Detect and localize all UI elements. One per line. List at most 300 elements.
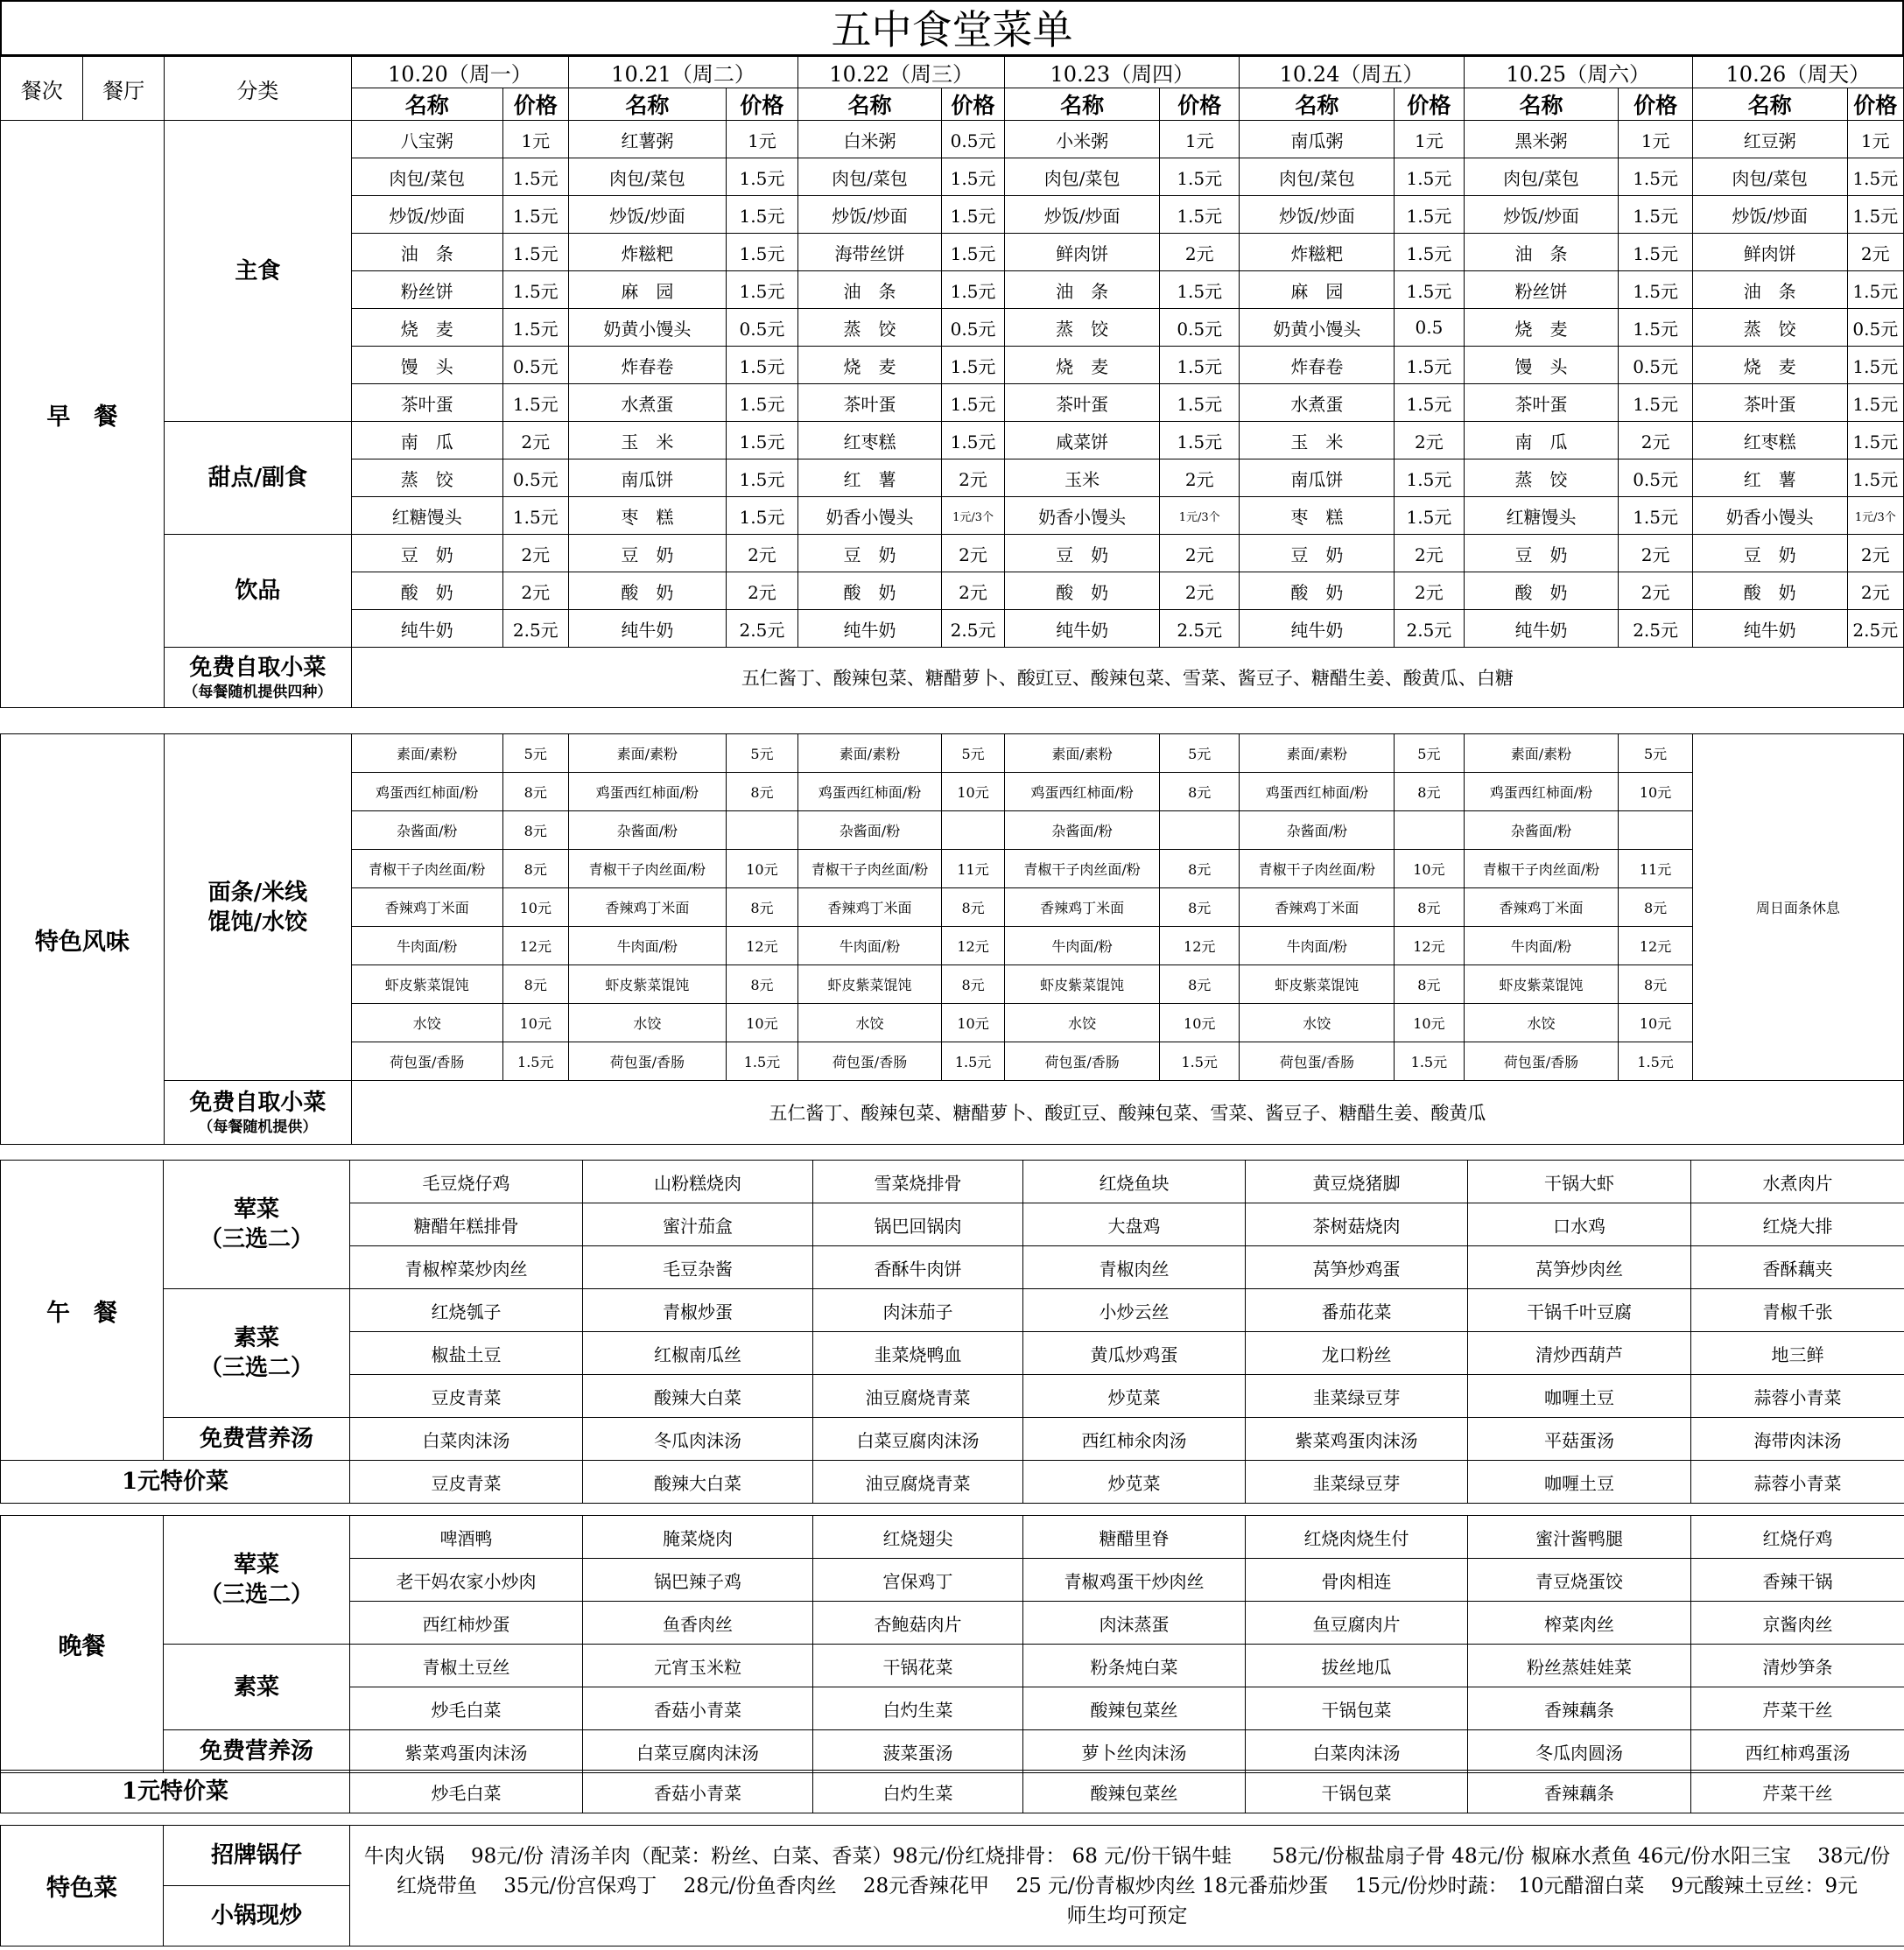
dish-name: 芹菜干丝 [1691,1687,1904,1730]
noodle-name: 杂酱面/粉 [568,811,726,850]
dish-price: 1.5元 [726,384,797,422]
noodle-name: 青椒干子肉丝面/粉 [1240,850,1395,888]
noodle-price: 8元 [1160,850,1240,888]
noodle-price: 12元 [1619,927,1692,965]
noodle-name: 水饺 [798,1004,942,1042]
dish-price: 0.5元 [726,309,797,347]
dish-price: 2元 [941,535,1004,572]
dish-name: 元宵玉米粒 [583,1645,813,1687]
noodle-name: 青椒干子肉丝面/粉 [1464,850,1619,888]
noodle-name: 虾皮紫菜馄饨 [1005,965,1160,1004]
noodle-name: 虾皮紫菜馄饨 [351,965,502,1004]
dish-name: 蜜汁茄盒 [583,1203,813,1246]
category-soup [164,1418,350,1461]
noodle-name: 虾皮紫菜馄饨 [798,965,942,1004]
dish-name: 小米粥 [1005,121,1160,158]
header-name: 名称 [1005,88,1160,121]
noodle-name: 青椒干子肉丝面/粉 [568,850,726,888]
category-veg-label: 素菜 [233,1673,279,1701]
dish-price: 1元/3个 [1847,497,1903,535]
free-side-label [164,648,351,708]
dish-name: 黑米粥 [1464,121,1619,158]
category-meat [164,1161,350,1289]
dish-name: 南瓜饼 [1240,459,1395,497]
dish-name: 白菜豆腐肉沫汤 [813,1418,1023,1461]
dish-name: 蒸 饺 [1005,309,1160,347]
dish-name: 地三鲜 [1691,1332,1904,1375]
dish-name: 炒饭/炒面 [1464,196,1619,234]
noodle-name: 虾皮紫菜馄饨 [1464,965,1619,1004]
dish-price: 1.5元 [1847,422,1903,459]
category-meat-line2: （三选二） [199,1226,313,1252]
special-dish: 酸辣大白菜 [583,1461,813,1504]
dish-name: 馒 头 [351,347,502,384]
special-dish: 香菇小青菜 [583,1771,813,1813]
noodle-name: 鸡蛋西红柿面/粉 [1464,773,1619,811]
dish-name: 蒸 饺 [798,309,942,347]
dish-price: 1.5元 [726,347,797,384]
noodle-name: 杂酱面/粉 [351,811,502,850]
dish-name: 干锅包菜 [1246,1687,1468,1730]
dish-name: 红糖馒头 [351,497,502,535]
dish-name: 肉包/菜包 [568,158,726,196]
dish-name: 纯牛奶 [1692,610,1847,648]
meal-specialty-flavor: 特色风味 [1,734,165,1145]
noodle-name: 杂酱面/粉 [1240,811,1395,850]
noodle-price: 8元 [726,773,797,811]
special-dish: 豆皮青菜 [350,1461,583,1504]
one-yuan-special-label: 1元特价菜 [1,1461,350,1504]
dish-price: 0.5 [1395,309,1464,347]
noodle-price: 10元 [1395,1004,1464,1042]
dish-price: 2元 [1847,572,1903,610]
specialty-dishes-text: 牛肉火锅 98元/份 清汤羊肉（配菜：粉丝、白菜、香菜）98元/份红烧排骨： 68 元/份干锅牛蛙 58元/份椒盐扇子骨 48元/份 椒麻水煮鱼 46元/份水阳三宝 38元/份 红烧带鱼 35元/份宫保鸡丁 28元/份鱼香肉丝 28元香辣花甲 25 元/份青椒炒肉丝 18元番茄炒蛋 15元/份炒时蔬： 10元醋溜白菜 9元酸辣土豆丝：9元 [363,1844,1891,1897]
dish-name: 啤酒鸭 [350,1516,583,1559]
noodle-price: 8元 [1160,773,1240,811]
dish-name: 南瓜粥 [1240,121,1395,158]
noodle-price [726,811,797,850]
header-price: 价格 [1619,88,1692,121]
noodle-price: 8元 [1160,965,1240,1004]
dish-name: 酸 奶 [1464,572,1619,610]
noodle-name: 素面/素粉 [351,734,502,773]
header-day: 10.24（周五） [1240,57,1464,88]
noodle-price: 8元 [1395,965,1464,1004]
dish-name: 豆 奶 [1240,535,1395,572]
dish-price: 1.5元 [502,158,568,196]
dish-name: 香酥牛肉饼 [813,1246,1023,1289]
header-name: 名称 [351,88,502,121]
dish-name: 粉条炖白菜 [1023,1645,1246,1687]
dish-name: 鱼香肉丝 [583,1602,813,1645]
noodle-price: 12元 [502,927,568,965]
dish-price: 1.5元 [726,497,797,535]
header-day: 10.21（周二） [568,57,797,88]
dish-name: 韭菜绿豆芽 [1246,1375,1468,1418]
noodle-price: 8元 [502,773,568,811]
noodle-name: 素面/素粉 [568,734,726,773]
dish-price: 2元 [502,535,568,572]
dish-name: 豆皮青菜 [350,1375,583,1418]
noodle-name: 鸡蛋西红柿面/粉 [568,773,726,811]
dish-name: 鱼豆腐肉片 [1246,1602,1468,1645]
dish-price: 2元 [1847,234,1903,271]
dish-name: 青椒榨菜炒肉丝 [350,1246,583,1289]
dish-price: 1.5元 [941,384,1004,422]
dish-name: 白菜肉沫汤 [350,1418,583,1461]
noodle-price: 10元 [1619,773,1692,811]
specialty-table [0,1825,1904,1946]
dish-name: 韭菜烧鸭血 [813,1332,1023,1375]
dish-price: 2元 [1160,459,1240,497]
dish-price: 1.5元 [1160,196,1240,234]
dish-price: 2.5元 [502,610,568,648]
dish-name: 西红柿炒蛋 [350,1602,583,1645]
dish-name: 鲜肉饼 [1692,234,1847,271]
dish-name: 水煮蛋 [568,384,726,422]
dish-name: 红枣糕 [798,422,942,459]
noodle-name: 鸡蛋西红柿面/粉 [798,773,942,811]
category-veg-line2: （三选二） [199,1355,313,1381]
dish-name: 枣 糕 [1240,497,1395,535]
free-side-note: （每餐随机提供四种） [183,684,333,701]
dish-price: 1.5元 [1619,309,1692,347]
dish-price: 0.5元 [1619,347,1692,384]
noodle-price: 5元 [941,734,1004,773]
dish-name: 南 瓜 [351,422,502,459]
category-meat [164,1516,350,1645]
dish-price: 0.5元 [1847,309,1903,347]
dish-price: 0.5元 [502,347,568,384]
noodle-price: 8元 [1619,888,1692,927]
noodle-name: 鸡蛋西红柿面/粉 [351,773,502,811]
dish-name: 八宝粥 [351,121,502,158]
noodle-name: 杂酱面/粉 [1005,811,1160,850]
dish-name: 腌菜烧肉 [583,1516,813,1559]
dish-name: 酸 奶 [351,572,502,610]
dish-name: 平菇蛋汤 [1468,1418,1691,1461]
lunch-table [0,1160,1904,1461]
header-day: 10.20（周一） [351,57,568,88]
dish-name: 大盘鸡 [1023,1203,1246,1246]
one-yuan-special-label: 1元特价菜 [1,1771,350,1813]
dish-name: 菠菜蛋汤 [813,1730,1023,1773]
dish-name: 小炒云丝 [1023,1289,1246,1332]
dish-name: 酸 奶 [1005,572,1160,610]
dish-name: 干锅千叶豆腐 [1468,1289,1691,1332]
dish-name: 清炒西葫芦 [1468,1332,1691,1375]
dish-price: 1.5元 [1847,347,1903,384]
free-side-title: 免费自取小菜 [189,655,327,681]
dish-price: 1.5元 [1160,158,1240,196]
noodle-price: 5元 [1160,734,1240,773]
dish-price: 2.5元 [1619,610,1692,648]
dish-price: 2元 [726,535,797,572]
dish-price: 1.5元 [726,234,797,271]
noodle-price: 10元 [502,888,568,927]
breakfast-table [0,56,1904,708]
dish-name: 糖醋年糕排骨 [350,1203,583,1246]
noodle-name: 青椒干子肉丝面/粉 [798,850,942,888]
dish-price: 1.5元 [1395,347,1464,384]
dish-name: 奶香小馒头 [1005,497,1160,535]
noodle-name: 水饺 [568,1004,726,1042]
dish-name: 清炒笋条 [1691,1645,1904,1687]
dish-price: 1.5元 [1619,384,1692,422]
dish-price: 2元 [726,572,797,610]
dish-name: 雪菜烧排骨 [813,1161,1023,1203]
dish-name: 肉包/菜包 [1692,158,1847,196]
noodle-name: 香辣鸡丁米面 [1005,888,1160,927]
dish-price: 0.5元 [1160,309,1240,347]
dish-name: 红烧仔鸡 [1691,1516,1904,1559]
dish-price: 1.5元 [1847,158,1903,196]
dish-name: 红烧瓠子 [350,1289,583,1332]
dish-name: 油 条 [351,234,502,271]
category-signature-pot: 招牌锅仔 [164,1826,350,1886]
noodle-name: 牛肉面/粉 [1005,927,1160,965]
dish-name: 粉丝饼 [351,271,502,309]
dish-name: 南 瓜 [1464,422,1619,459]
special-dish: 韭菜绿豆芽 [1246,1461,1468,1504]
dish-name: 炒饭/炒面 [798,196,942,234]
noodle-name: 素面/素粉 [1005,734,1160,773]
dish-name: 毛豆烧仔鸡 [350,1161,583,1203]
dish-name: 冬瓜肉圆汤 [1468,1730,1691,1773]
category-staple: 主食 [164,121,351,422]
dish-price: 1.5元 [1160,271,1240,309]
dish-name: 肉包/菜包 [1240,158,1395,196]
special-dish: 蒜蓉小青菜 [1691,1461,1904,1504]
dish-name: 红豆粥 [1692,121,1847,158]
noodle-price: 8元 [726,965,797,1004]
special-dish: 炒苋菜 [1023,1461,1246,1504]
dish-price: 1.5元 [1395,384,1464,422]
dish-name: 老干妈农家小炒肉 [350,1559,583,1602]
noodle-price: 8元 [941,888,1004,927]
meal-specialty: 特色菜 [1,1826,164,1946]
noodle-name: 牛肉面/粉 [1240,927,1395,965]
noodle-price: 5元 [1619,734,1692,773]
noodle-price: 12元 [1395,927,1464,965]
dish-name: 西红柿氽肉汤 [1023,1418,1246,1461]
dish-price: 2元 [1395,535,1464,572]
category-meat-line2: （三选二） [199,1582,313,1608]
noodle-price: 1.5元 [1619,1042,1692,1081]
dinner-table [0,1515,1904,1773]
dish-name: 榨菜肉丝 [1468,1602,1691,1645]
dish-name: 油豆腐烧青菜 [813,1375,1023,1418]
dish-name: 海带丝饼 [798,234,942,271]
dish-name: 馒 头 [1464,347,1619,384]
dish-price: 1.5元 [1619,234,1692,271]
dish-price: 1.5元 [1619,196,1692,234]
dish-price: 2元 [1395,422,1464,459]
category-noodles [164,734,351,1081]
menu-title: 五中食堂菜单 [0,0,1904,56]
noodle-name: 荷包蛋/香肠 [351,1042,502,1081]
dish-name: 炸糍粑 [1240,234,1395,271]
dish-name: 冬瓜肉沫汤 [583,1418,813,1461]
noodle-price: 1.5元 [1395,1042,1464,1081]
dish-name: 奶香小馒头 [798,497,942,535]
noodle-price: 8元 [941,965,1004,1004]
dish-price: 2.5元 [1395,610,1464,648]
dish-price: 1.5元 [1847,271,1903,309]
dish-name: 炸春卷 [568,347,726,384]
dish-price: 1.5元 [726,422,797,459]
noodle-price: 10元 [1395,850,1464,888]
noodle-price: 8元 [1619,965,1692,1004]
dish-price: 1元 [1395,121,1464,158]
dish-name: 纯牛奶 [568,610,726,648]
noodle-price: 5元 [726,734,797,773]
noodle-name: 鸡蛋西红柿面/粉 [1240,773,1395,811]
dish-name: 蒸 饺 [1464,459,1619,497]
noodle-name: 香辣鸡丁米面 [351,888,502,927]
dish-name: 白菜肉沫汤 [1246,1730,1468,1773]
dish-name: 油 条 [798,271,942,309]
dish-name: 红枣糕 [1692,422,1847,459]
category-soup [164,1730,350,1773]
dish-price: 1元/3个 [1160,497,1240,535]
dish-name: 京酱肉丝 [1691,1602,1904,1645]
noodle-price: 8元 [502,850,568,888]
special-dish: 干锅包菜 [1246,1771,1468,1813]
dish-name: 红 薯 [798,459,942,497]
dish-name: 莴笋炒肉丝 [1468,1246,1691,1289]
noodle-name: 荷包蛋/香肠 [1005,1042,1160,1081]
dinner-special-table [0,1770,1904,1813]
dish-name: 茶叶蛋 [798,384,942,422]
noodle-name: 青椒干子肉丝面/粉 [351,850,502,888]
header-price: 价格 [1160,88,1240,121]
dish-price: 2.5元 [726,610,797,648]
noodle-price: 11元 [1619,850,1692,888]
dish-name: 锅巴回锅肉 [813,1203,1023,1246]
special-dish: 香辣藕条 [1468,1771,1691,1813]
dish-price: 1.5元 [941,271,1004,309]
dish-name: 青椒土豆丝 [350,1645,583,1687]
noodle-name: 杂酱面/粉 [1464,811,1619,850]
noodle-price: 10元 [726,1004,797,1042]
dish-price: 2元 [1619,422,1692,459]
special-dish: 炒毛白菜 [350,1771,583,1813]
dish-name: 蒸 饺 [351,459,502,497]
dish-name: 炒饭/炒面 [568,196,726,234]
noodle-price: 8元 [502,965,568,1004]
noodle-price: 1.5元 [941,1042,1004,1081]
sunday-note: 周日面条休息 [1692,734,1903,1081]
meal-dinner: 晚餐 [1,1516,164,1773]
dish-name: 炸春卷 [1240,347,1395,384]
dish-name: 茶叶蛋 [351,384,502,422]
dish-name: 香酥藕夹 [1691,1246,1904,1289]
dish-name: 白灼生菜 [813,1687,1023,1730]
dish-name: 肉包/菜包 [1005,158,1160,196]
dish-name: 蒸 饺 [1692,309,1847,347]
dish-name: 枣 糕 [568,497,726,535]
dish-price: 1.5元 [502,384,568,422]
dish-name: 青豆烧蛋饺 [1468,1559,1691,1602]
dish-name: 炒饭/炒面 [1692,196,1847,234]
dish-name: 豆 奶 [1005,535,1160,572]
dish-price: 1元 [502,121,568,158]
dish-name: 炒毛白菜 [350,1687,583,1730]
noodle-name: 牛肉面/粉 [351,927,502,965]
dish-price: 1元 [1160,121,1240,158]
dish-price: 1.5元 [941,347,1004,384]
dish-name: 南瓜饼 [568,459,726,497]
category-dessert: 甜点/副食 [164,422,351,535]
dish-name: 西红柿鸡蛋汤 [1691,1730,1904,1773]
dish-name: 莴笋炒鸡蛋 [1246,1246,1468,1289]
noodle-price: 10元 [1619,1004,1692,1042]
dish-price: 2元 [502,572,568,610]
noodle-name: 牛肉面/粉 [568,927,726,965]
dish-name: 奶黄小馒头 [1240,309,1395,347]
noodle-price [941,811,1004,850]
dish-name: 粉丝蒸娃娃菜 [1468,1645,1691,1687]
noodle-name: 水饺 [1240,1004,1395,1042]
noodle-price: 12元 [726,927,797,965]
dish-name: 豆 奶 [351,535,502,572]
category-veg-line1: 素菜 [233,1325,279,1351]
dish-price: 1.5元 [1847,459,1903,497]
special-dish: 芹菜干丝 [1691,1771,1904,1813]
noodle-name: 虾皮紫菜馄饨 [1240,965,1395,1004]
dish-name: 香辣藕条 [1468,1687,1691,1730]
dish-price: 1.5元 [502,309,568,347]
dish-name: 蒜蓉小青菜 [1691,1375,1904,1418]
dish-price: 1.5元 [1619,271,1692,309]
dish-name: 豆 奶 [798,535,942,572]
dish-name: 红烧翅尖 [813,1516,1023,1559]
dish-name: 炒饭/炒面 [1005,196,1160,234]
noodle-name: 水饺 [1464,1004,1619,1042]
dish-price: 1.5元 [1160,384,1240,422]
dish-name: 豆 奶 [568,535,726,572]
dish-name: 茶树菇烧肉 [1246,1203,1468,1246]
dish-price: 2元 [1619,572,1692,610]
free-side-note: （每餐随机提供） [198,1119,318,1136]
dish-name: 骨肉相连 [1246,1559,1468,1602]
noodle-price: 10元 [726,850,797,888]
dish-price: 1.5元 [502,271,568,309]
dish-name: 茶叶蛋 [1692,384,1847,422]
noodle-price [1619,811,1692,850]
dish-name: 玉 米 [1240,422,1395,459]
dish-price: 1元/3个 [941,497,1004,535]
dish-name: 玉 米 [568,422,726,459]
special-dish: 白灼生菜 [813,1771,1023,1813]
dish-name: 香菇小青菜 [583,1687,813,1730]
dish-name: 红烧鱼块 [1023,1161,1246,1203]
dish-price: 2元 [1395,572,1464,610]
dish-price: 1.5元 [1619,158,1692,196]
dish-name: 水煮蛋 [1240,384,1395,422]
dish-name: 肉包/菜包 [798,158,942,196]
dish-name: 奶香小馒头 [1692,497,1847,535]
dish-name: 水煮肉片 [1691,1161,1904,1203]
dish-price: 0.5元 [1619,459,1692,497]
dish-name: 炒饭/炒面 [1240,196,1395,234]
dish-price: 1.5元 [726,158,797,196]
noodle-name: 香辣鸡丁米面 [798,888,942,927]
dish-name: 肉包/菜包 [351,158,502,196]
category-soup-label: 免费营养汤 [199,1426,313,1452]
dish-name: 干锅花菜 [813,1645,1023,1687]
